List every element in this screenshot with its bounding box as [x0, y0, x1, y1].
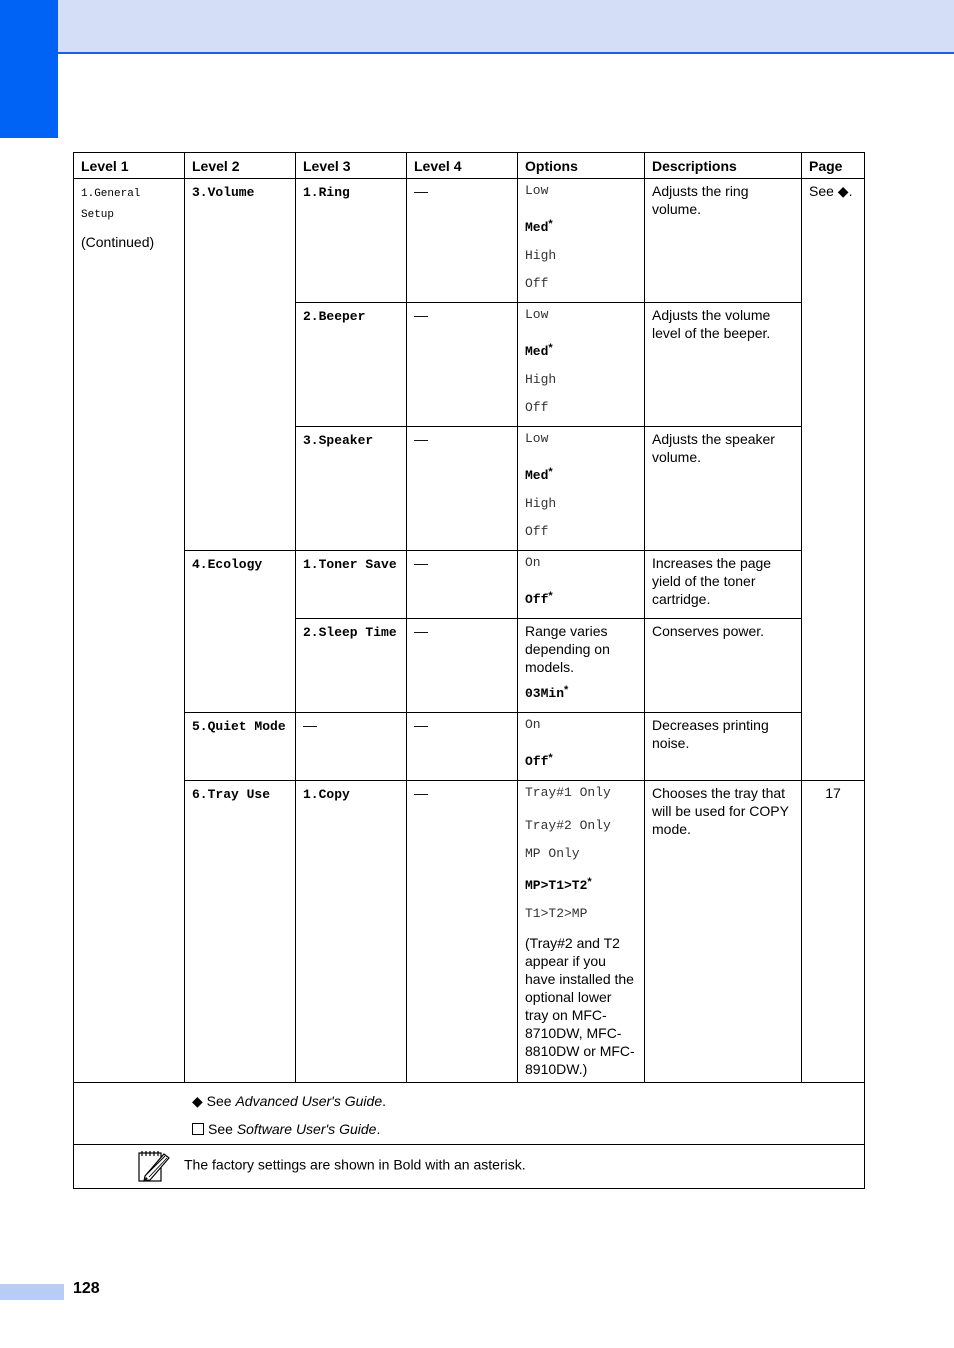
dash: — [414, 431, 428, 447]
dash: — [303, 717, 317, 733]
header-level2: Level 2 [185, 153, 296, 179]
option-off-default [525, 744, 637, 776]
header-options: Options [518, 153, 645, 179]
header-page: Page [802, 153, 865, 179]
option-on: On [525, 555, 541, 570]
legend-advanced-guide: Advanced User's Guide [235, 1093, 383, 1109]
dash: — [414, 183, 428, 199]
option-tray2-only: Tray#2 Only [525, 818, 611, 833]
dash: — [414, 555, 428, 571]
legend-advanced [192, 1092, 857, 1110]
level3-quiet-mode [296, 713, 407, 781]
page-tray-use: 17 [802, 781, 865, 1083]
table-row-ring [74, 179, 865, 303]
header-row [74, 153, 865, 179]
dash: — [414, 717, 428, 733]
legend-row [74, 1083, 865, 1145]
legend-software-guide: Software User's Guide [236, 1121, 377, 1137]
option-low: Low [525, 183, 549, 198]
level3-copy [296, 781, 407, 1083]
description-tray-use: Chooses the tray that will be used for COPY mode. [645, 781, 802, 1083]
level1-name: 1.General Setup [81, 188, 141, 221]
level2-volume [185, 179, 296, 551]
description-sleep-time: Conserves power. [645, 619, 802, 713]
level2-tray-use [185, 781, 296, 1083]
dash: — [414, 307, 428, 323]
option-off: Off [525, 754, 549, 769]
header-level3: Level 3 [296, 153, 407, 179]
options-quiet-mode [518, 713, 645, 781]
page-number: 128 [73, 1280, 100, 1297]
option-off: Off [525, 276, 549, 291]
level4-sleep-time [407, 619, 518, 713]
option-med-default [525, 458, 637, 490]
level3-ring-label: 1.Ring [303, 185, 350, 200]
level3-ring [296, 179, 407, 303]
menu-table [73, 152, 865, 1189]
options-beeper [518, 303, 645, 427]
option-high: High [525, 248, 557, 263]
page-see-advanced: See ◆. [802, 179, 865, 781]
option-high: High [525, 496, 557, 511]
legend-square-prefix: See [208, 1121, 237, 1137]
level4-quiet-mode [407, 713, 518, 781]
level3-sleep-time-label: 2.Sleep Time [303, 625, 397, 640]
note-row [74, 1145, 865, 1189]
level4-speaker [407, 427, 518, 551]
option-med: Med [525, 468, 549, 483]
option-03min: 03Min [525, 686, 565, 701]
level4-toner-save [407, 551, 518, 619]
header-band [58, 0, 954, 54]
option-med-default [525, 210, 637, 242]
description-ring: Adjusts the ring volume. [645, 179, 802, 303]
option-mp-t1-t2: MP>T1>T2 [525, 878, 588, 893]
options-speaker [518, 427, 645, 551]
table-row-tray-use [74, 781, 865, 1083]
level1-cell [74, 179, 185, 1083]
asterisk: * [548, 218, 553, 230]
option-mp-only: MP Only [525, 846, 580, 861]
level3-copy-label: 1.Copy [303, 787, 350, 802]
option-range-text: Range varies depending on models. [525, 623, 610, 675]
header-level4: Level 4 [407, 153, 518, 179]
option-high: High [525, 372, 557, 387]
legend-period: . [382, 1093, 386, 1109]
level2-volume-label: 3.Volume [192, 185, 255, 200]
level2-quiet-mode [185, 713, 296, 781]
asterisk: * [587, 876, 592, 888]
level4-beeper [407, 303, 518, 427]
legend-diamond-prefix: ◆ See [192, 1093, 236, 1109]
level2-ecology-label: 4.Ecology [192, 557, 263, 572]
legend-cell [74, 1083, 865, 1145]
level3-sleep-time [296, 619, 407, 713]
option-off-default [525, 582, 637, 614]
option-med: Med [525, 220, 549, 235]
note-text: The factory settings are shown in Bold with an asterisk. [184, 1156, 526, 1173]
asterisk: * [548, 466, 553, 478]
level3-beeper-label: 2.Beeper [303, 309, 366, 324]
description-speaker: Adjusts the speaker volume. [645, 427, 802, 551]
level4-ring [407, 179, 518, 303]
level2-ecology [185, 551, 296, 713]
dash: — [414, 623, 428, 639]
description-toner-save: Increases the page yield of the toner cartridge. [645, 551, 802, 619]
option-med-default [525, 334, 637, 366]
dash: — [414, 785, 428, 801]
option-on: On [525, 717, 541, 732]
options-ring [518, 179, 645, 303]
option-low: Low [525, 431, 549, 446]
option-default-sleep [525, 676, 637, 708]
asterisk: * [548, 590, 553, 602]
level2-quiet-mode-label: 5.Quiet Mode [192, 719, 286, 734]
table-row-quiet-mode [74, 713, 865, 781]
level4-copy [407, 781, 518, 1083]
level1-continued: (Continued) [81, 234, 155, 250]
description-quiet-mode: Decreases printing noise. [645, 713, 802, 781]
chapter-tab [0, 0, 58, 138]
note-pencil-icon [136, 1148, 172, 1184]
level3-toner-save-label: 1.Toner Save [303, 557, 397, 572]
header-level1: Level 1 [74, 153, 185, 179]
table-row-toner-save [74, 551, 865, 619]
note-cell [74, 1145, 865, 1189]
option-tray1-only: Tray#1 Only [525, 785, 611, 800]
options-tray-use [518, 781, 645, 1083]
level3-speaker [296, 427, 407, 551]
option-mp-t1-t2-default [525, 868, 637, 900]
description-beeper: Adjusts the volume level of the beeper. [645, 303, 802, 427]
tray-note: (Tray#2 and T2 appear if you have installed the optional lower tray on MFC-8710DW, MFC-8810DW or MFC-8910DW.) [525, 935, 635, 1077]
option-off: Off [525, 592, 549, 607]
square-icon [192, 1123, 204, 1135]
level2-tray-use-label: 6.Tray Use [192, 787, 271, 802]
asterisk: * [548, 752, 553, 764]
options-toner-save [518, 551, 645, 619]
asterisk: * [564, 684, 569, 696]
option-med: Med [525, 344, 549, 359]
option-off: Off [525, 400, 549, 415]
options-sleep-time [518, 619, 645, 713]
legend-software [192, 1120, 857, 1138]
level3-speaker-label: 3.Speaker [303, 433, 374, 448]
page-number-band [0, 1284, 64, 1300]
asterisk: * [548, 342, 553, 354]
option-low: Low [525, 307, 549, 322]
legend-period: . [376, 1121, 381, 1137]
option-off: Off [525, 524, 549, 539]
header-descriptions: Descriptions [645, 153, 802, 179]
option-t1-t2-mp: T1>T2>MP [525, 906, 588, 921]
level3-beeper [296, 303, 407, 427]
level3-toner-save [296, 551, 407, 619]
